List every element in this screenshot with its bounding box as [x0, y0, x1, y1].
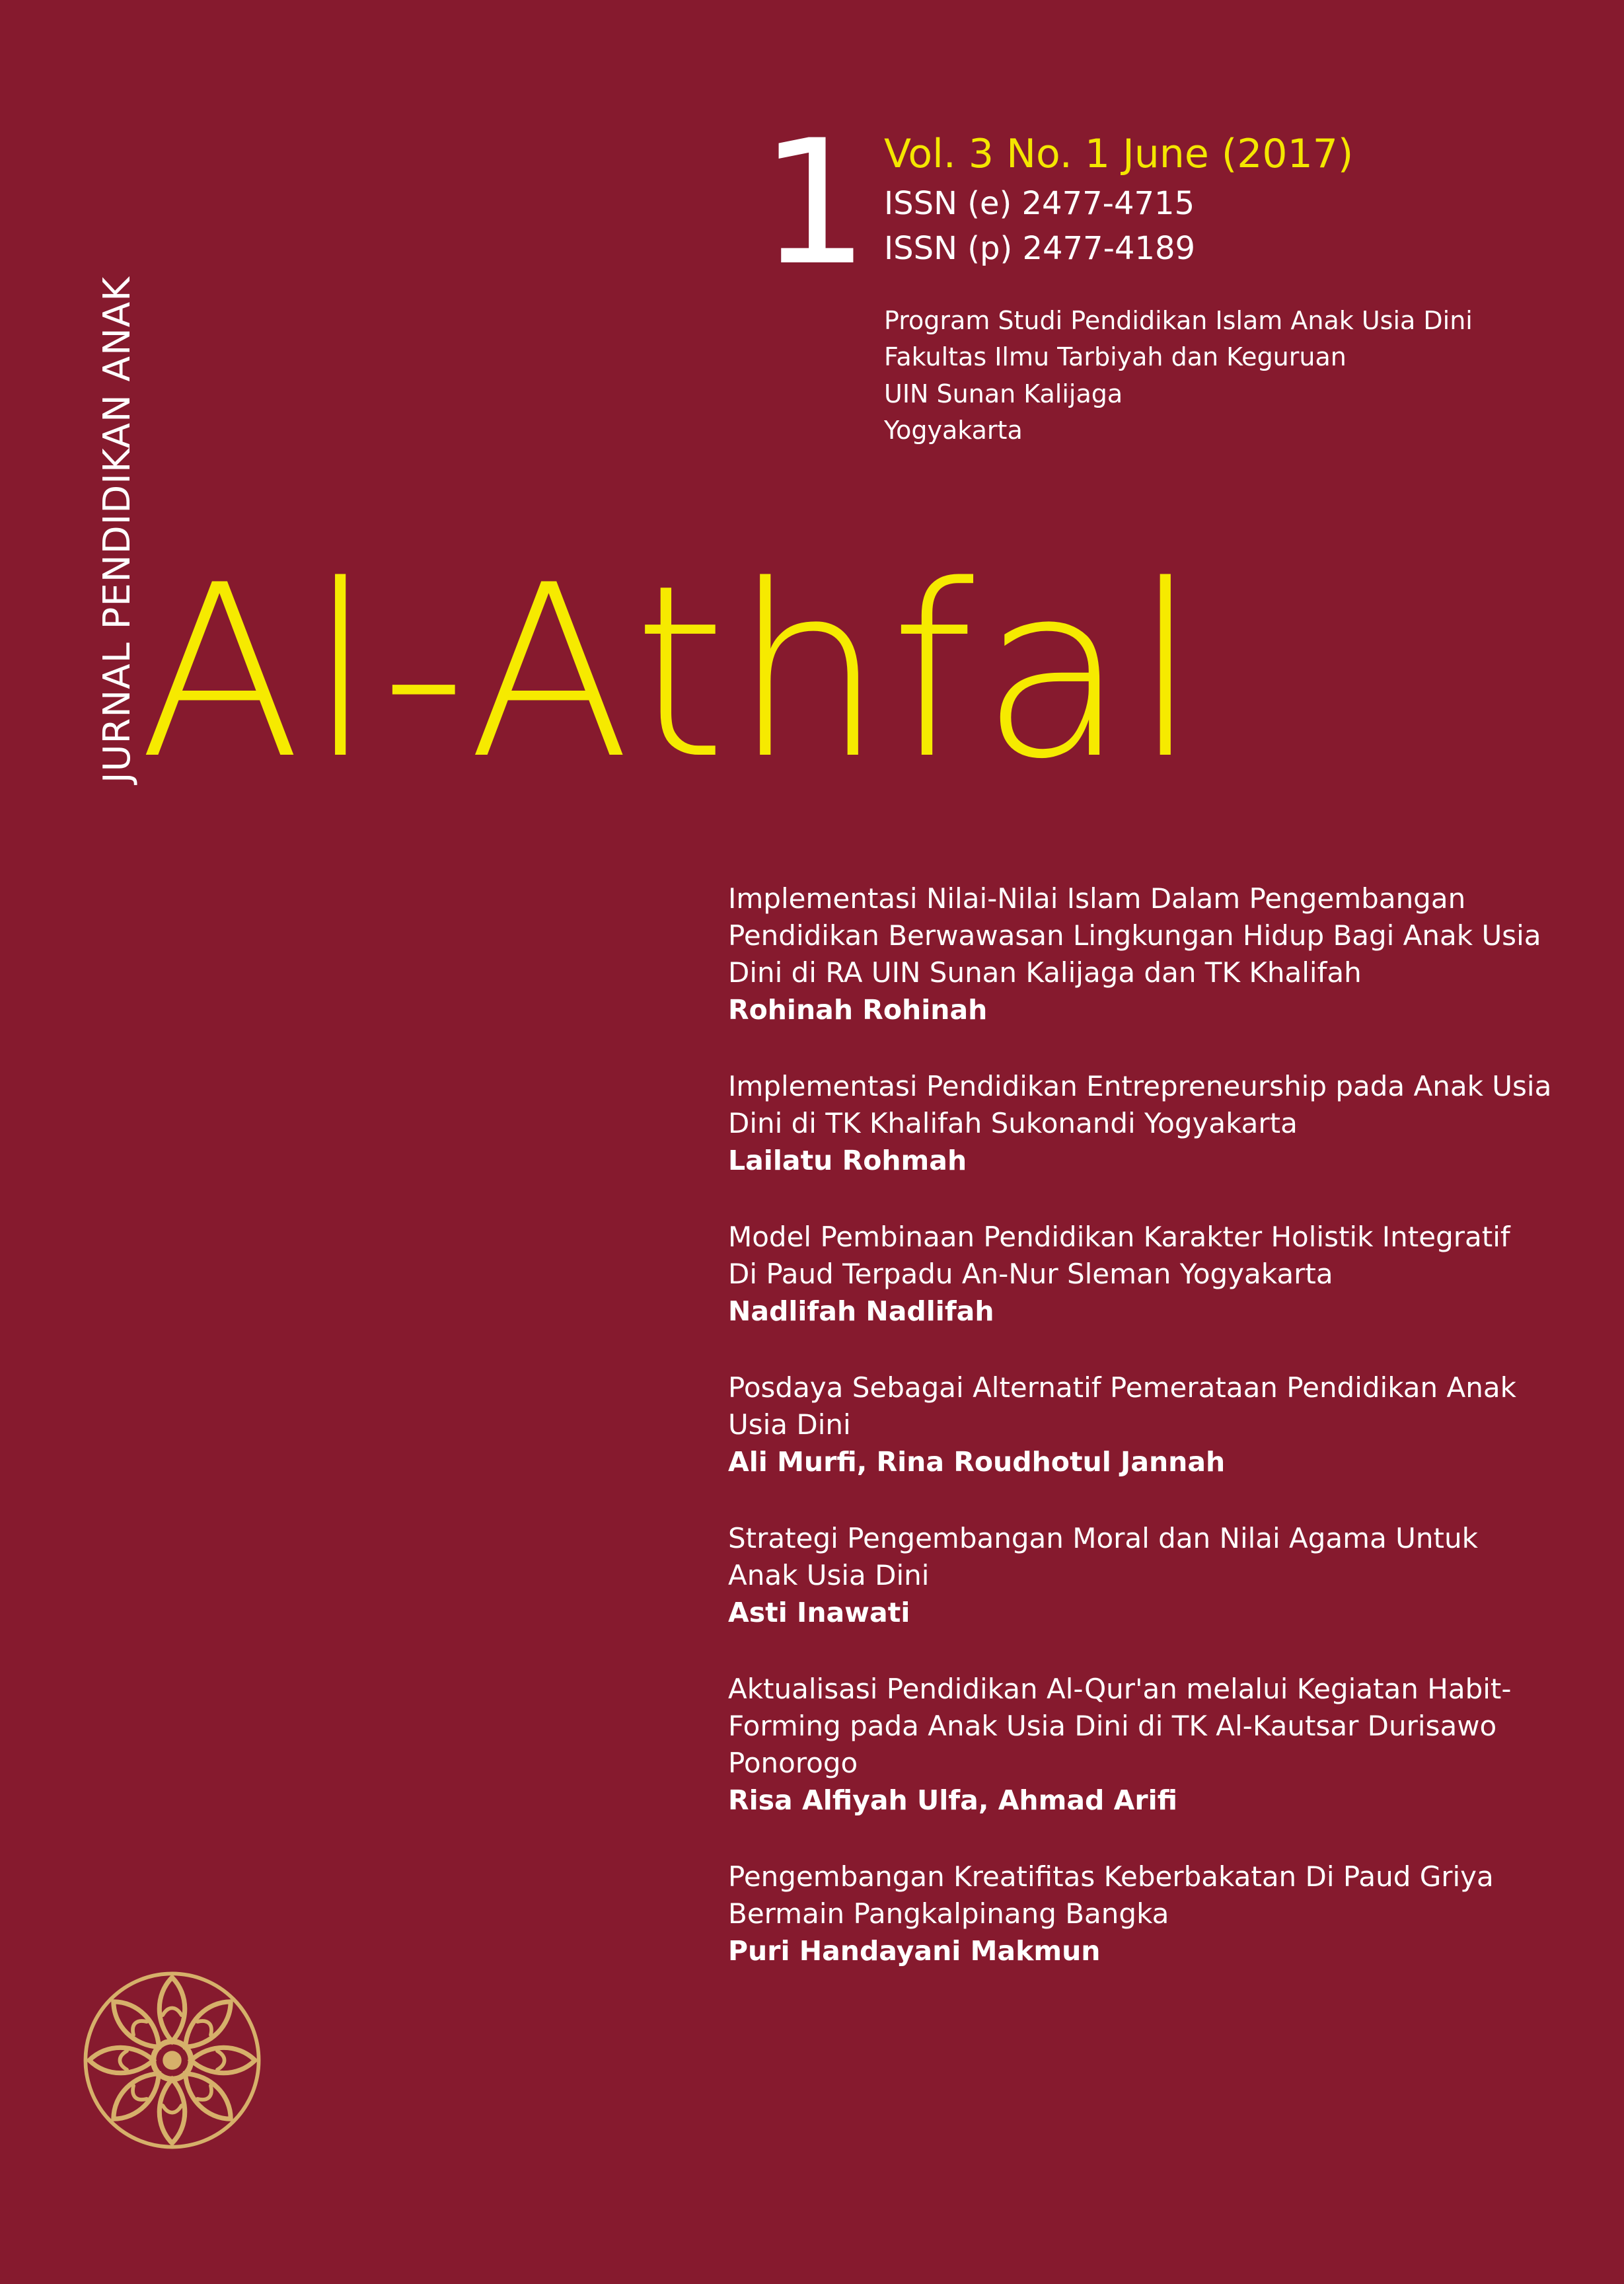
table-of-contents — [728, 880, 1587, 2009]
publication-meta — [884, 132, 1578, 449]
article-title: Posdaya Sebagai Alternatif Pemerataan Pendidikan Anak Usia Dini — [728, 1371, 1516, 1441]
article-entry — [728, 1369, 1587, 1480]
institution-line: Program Studi Pendidikan Islam Anak Usia Dini — [884, 306, 1473, 336]
journal-series-label: JURNAL PENDIDIKAN ANAK — [96, 276, 139, 783]
article-entry — [728, 1520, 1587, 1631]
article-entry — [728, 1219, 1587, 1330]
volume-info: Vol. 3 No. 1 June (2017) — [884, 131, 1354, 177]
article-title: Model Pembinaan Pendidikan Karakter Holistik Integratif Di Paud Terpadu An-Nur Sleman Yogyakarta — [728, 1221, 1510, 1290]
institution-line: UIN Sunan Kalijaga — [884, 379, 1123, 408]
article-title: Implementasi Nilai-Nilai Islam Dalam Pengembangan Pendidikan Berwawasan Lingkungan Hidup Bagi Anak Usia Dini di RA UIN Sunan Kalijaga dan TK Khalifah — [728, 882, 1541, 989]
article-author: Puri Handayani Makmun — [728, 1935, 1101, 1967]
article-author: Nadlifah Nadlifah — [728, 1295, 994, 1327]
article-author: Risa Alfiyah Ulfa, Ahmad Arifi — [728, 1784, 1178, 1816]
article-author: Asti Inawati — [728, 1597, 910, 1628]
article-entry — [728, 880, 1587, 1028]
article-title: Aktualisasi Pendidikan Al-Qur'an melalui Kegiatan Habit- Forming pada Anak Usia Dini di TK Al-Kautsar Durisawo Ponorogo — [728, 1673, 1512, 1779]
issue-number: 1 — [760, 104, 869, 303]
article-author: Lailatu Rohmah — [728, 1145, 967, 1176]
article-title: Strategi Pengembangan Moral dan Nilai Agama Untuk Anak Usia Dini — [728, 1522, 1478, 1591]
article-entry — [728, 1671, 1587, 1819]
article-author: Rohinah Rohinah — [728, 994, 988, 1026]
institution-line: Yogyakarta — [884, 415, 1023, 445]
journal-title: Al-Athfal — [139, 534, 1206, 811]
article-title: Pengembangan Kreatifitas Keberbakatan Di Paud Griya Bermain Pangkalpinang Bangka — [728, 1860, 1494, 1930]
article-author: Ali Murfi, Rina Roudhotul Jannah — [728, 1446, 1226, 1478]
issn-print: ISSN (p) 2477-4189 — [884, 230, 1196, 268]
publisher-institution — [884, 303, 1578, 448]
institution-line: Fakultas Ilmu Tarbiyah dan Keguruan — [884, 342, 1347, 372]
article-entry — [728, 1068, 1587, 1179]
rosette-ornament-icon — [78, 1966, 266, 2154]
issn-electronic: ISSN (e) 2477-4715 — [884, 185, 1195, 222]
article-entry — [728, 1858, 1587, 1969]
article-title: Implementasi Pendidikan Entrepreneurship pada Anak Usia Dini di TK Khalifah Sukonandi Yogyakarta — [728, 1070, 1552, 1139]
